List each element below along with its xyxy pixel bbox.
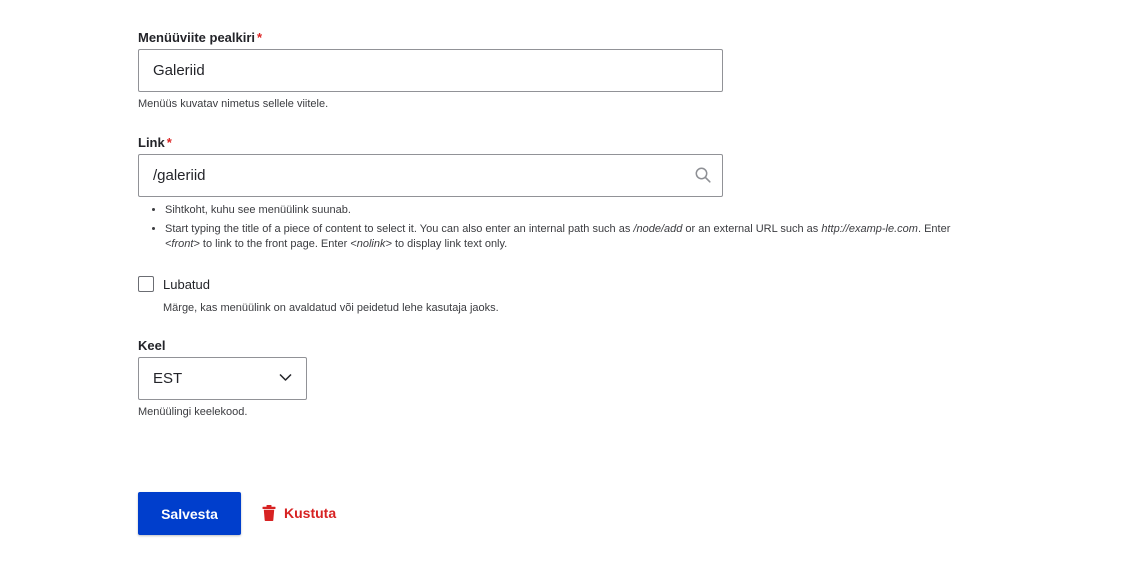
link-help-text: to display link text only. xyxy=(391,238,508,250)
enabled-checkbox[interactable] xyxy=(138,276,154,292)
menu-title-input-value: Galeriid xyxy=(153,62,205,79)
link-help-text: . Enter xyxy=(917,223,951,235)
trash-icon xyxy=(262,505,276,521)
link-help-item xyxy=(165,203,978,218)
search-icon xyxy=(695,167,711,183)
link-input-value: /galeriid xyxy=(153,167,206,184)
link-help-text-1: Sihtkoht, kuhu see menüülink suunab. xyxy=(165,204,351,216)
delete-button-label: Kustuta xyxy=(284,505,337,521)
save-button-label: Salvesta xyxy=(161,505,218,522)
link-help-example-url: http://examp-le.com xyxy=(821,223,918,235)
link-label-text: Link xyxy=(138,135,165,150)
chevron-down-icon xyxy=(279,373,292,382)
link-help-list xyxy=(138,203,978,252)
menu-title-description: Menüüs kuvatav nimetus sellele viitele. xyxy=(138,98,329,110)
link-help-text: to link to the front page. Enter xyxy=(199,238,351,250)
link-help-item xyxy=(165,222,978,252)
link-help-example-path: /node/add xyxy=(633,223,683,235)
language-select-value: EST xyxy=(153,370,183,387)
link-input[interactable] xyxy=(138,154,723,197)
link-help-front-token: <front> xyxy=(165,238,200,250)
language-description: Menüülingi keelekood. xyxy=(138,406,248,418)
menu-title-input[interactable] xyxy=(138,49,723,92)
menu-title-label xyxy=(138,30,262,45)
save-button[interactable] xyxy=(138,492,241,535)
required-marker: * xyxy=(257,30,263,45)
enabled-label[interactable]: Lubatud xyxy=(163,277,210,292)
delete-button[interactable] xyxy=(262,505,336,521)
link-help xyxy=(138,203,978,256)
link-help-text: Start typing the title of a piece of content to select it. You can also enter an internal path such as xyxy=(165,223,634,235)
link-label xyxy=(138,135,172,150)
enabled-description: Märge, kas menüülink on avaldatud või peidetud lehe kasutaja jaoks. xyxy=(163,302,499,314)
required-marker: * xyxy=(166,135,172,150)
link-help-nolink-token: <nolink> xyxy=(350,238,392,250)
language-select[interactable] xyxy=(138,357,307,400)
menu-title-label-text: Menüüviite pealkiri xyxy=(138,30,256,45)
language-label: Keel xyxy=(138,338,166,353)
link-help-text: or an external URL such as xyxy=(682,223,822,235)
